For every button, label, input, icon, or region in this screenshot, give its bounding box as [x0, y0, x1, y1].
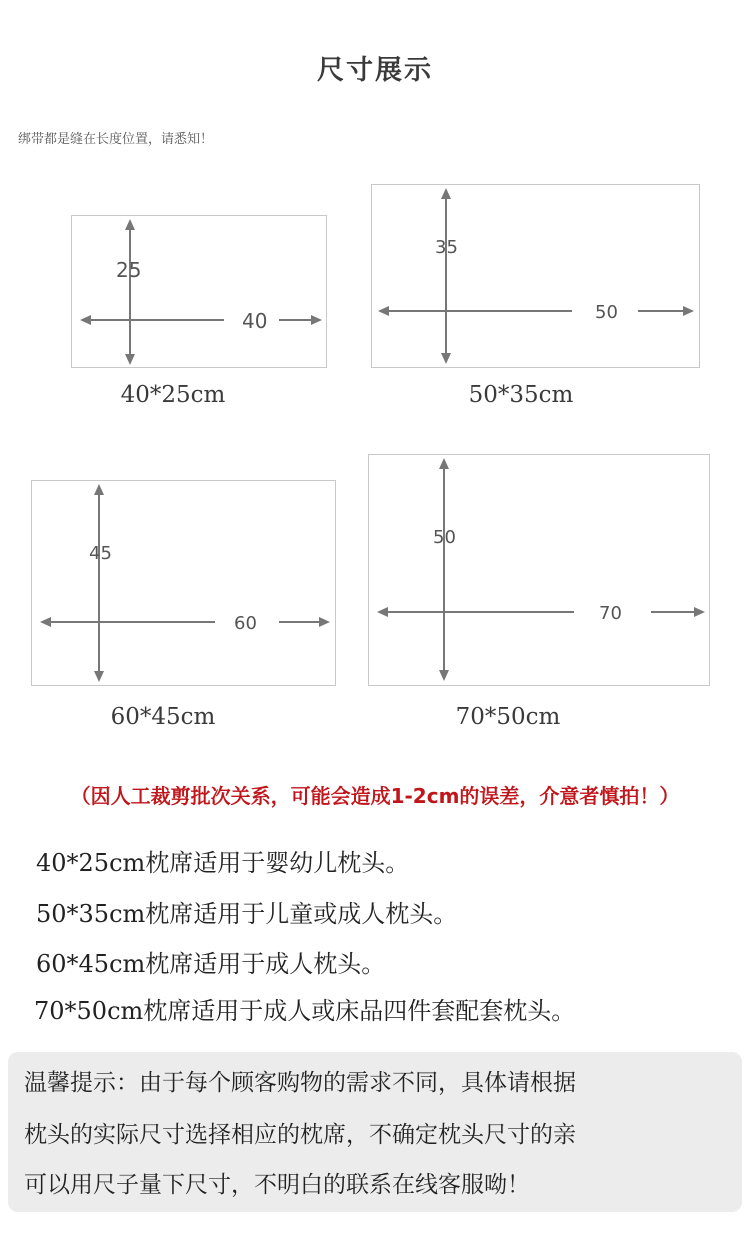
- size-caption-50x35: 50*35cm: [468, 382, 574, 408]
- page-title: 尺寸展示: [317, 55, 433, 86]
- height-label: 50: [433, 527, 456, 548]
- arrow-head-up: [125, 219, 135, 230]
- arrow-head-down: [125, 354, 135, 365]
- arrow-head-up: [94, 484, 104, 495]
- arrow-head-left: [377, 607, 388, 617]
- size-diagram-50x35: [371, 184, 700, 368]
- strap-note: 绑带都是缝在长度位置，请悉知！: [18, 132, 214, 147]
- tip-line: 可以用尺子量下尺寸，不明白的联系在线客服呦！: [24, 1172, 530, 1198]
- size-caption-70x50: 70*50cm: [455, 704, 561, 730]
- height-label: 25: [116, 258, 142, 282]
- arrow-head-right: [319, 617, 330, 627]
- arrow-head-right: [683, 306, 694, 316]
- size-diagram-40x25: [71, 215, 327, 368]
- size-caption-40x25: 40*25cm: [120, 382, 226, 408]
- arrow-head-left: [80, 315, 91, 325]
- arrow-head-right: [311, 315, 322, 325]
- arrow-head-up: [439, 458, 449, 469]
- width-label: 60: [234, 613, 257, 634]
- usage-line: 60*45cm枕席适用于成人枕头。: [36, 950, 386, 978]
- width-label: 70: [599, 603, 622, 624]
- usage-line: 50*35cm枕席适用于儿童或成人枕头。: [36, 900, 458, 928]
- width-label: 50: [595, 302, 618, 323]
- arrow-head-left: [40, 617, 51, 627]
- arrow-head-down: [439, 670, 449, 681]
- arrow-head-up: [441, 188, 451, 199]
- tip-line: 温馨提示：由于每个顾客购物的需求不同，具体请根据: [24, 1070, 576, 1096]
- width-label: 40: [242, 309, 268, 333]
- arrow-head-left: [378, 306, 389, 316]
- usage-line: 40*25cm枕席适用于婴幼儿枕头。: [36, 849, 410, 877]
- arrow-head-right: [694, 607, 705, 617]
- size-diagram-70x50: [368, 454, 710, 686]
- tip-box: [8, 1052, 742, 1212]
- usage-line: 70*50cm枕席适用于成人或床品四件套配套枕头。: [34, 997, 576, 1025]
- size-diagram-60x45: [31, 480, 336, 686]
- tip-line: 枕头的实际尺寸选择相应的枕席，不确定枕头尺寸的亲: [24, 1122, 576, 1148]
- height-label: 35: [435, 237, 458, 258]
- arrow-head-down: [441, 353, 451, 364]
- arrow-head-down: [94, 671, 104, 682]
- height-label: 45: [89, 543, 112, 564]
- error-warning: （因人工裁剪批次关系，可能会造成1-2cm的误差，介意者慎拍！）: [70, 784, 680, 808]
- size-caption-60x45: 60*45cm: [110, 704, 216, 730]
